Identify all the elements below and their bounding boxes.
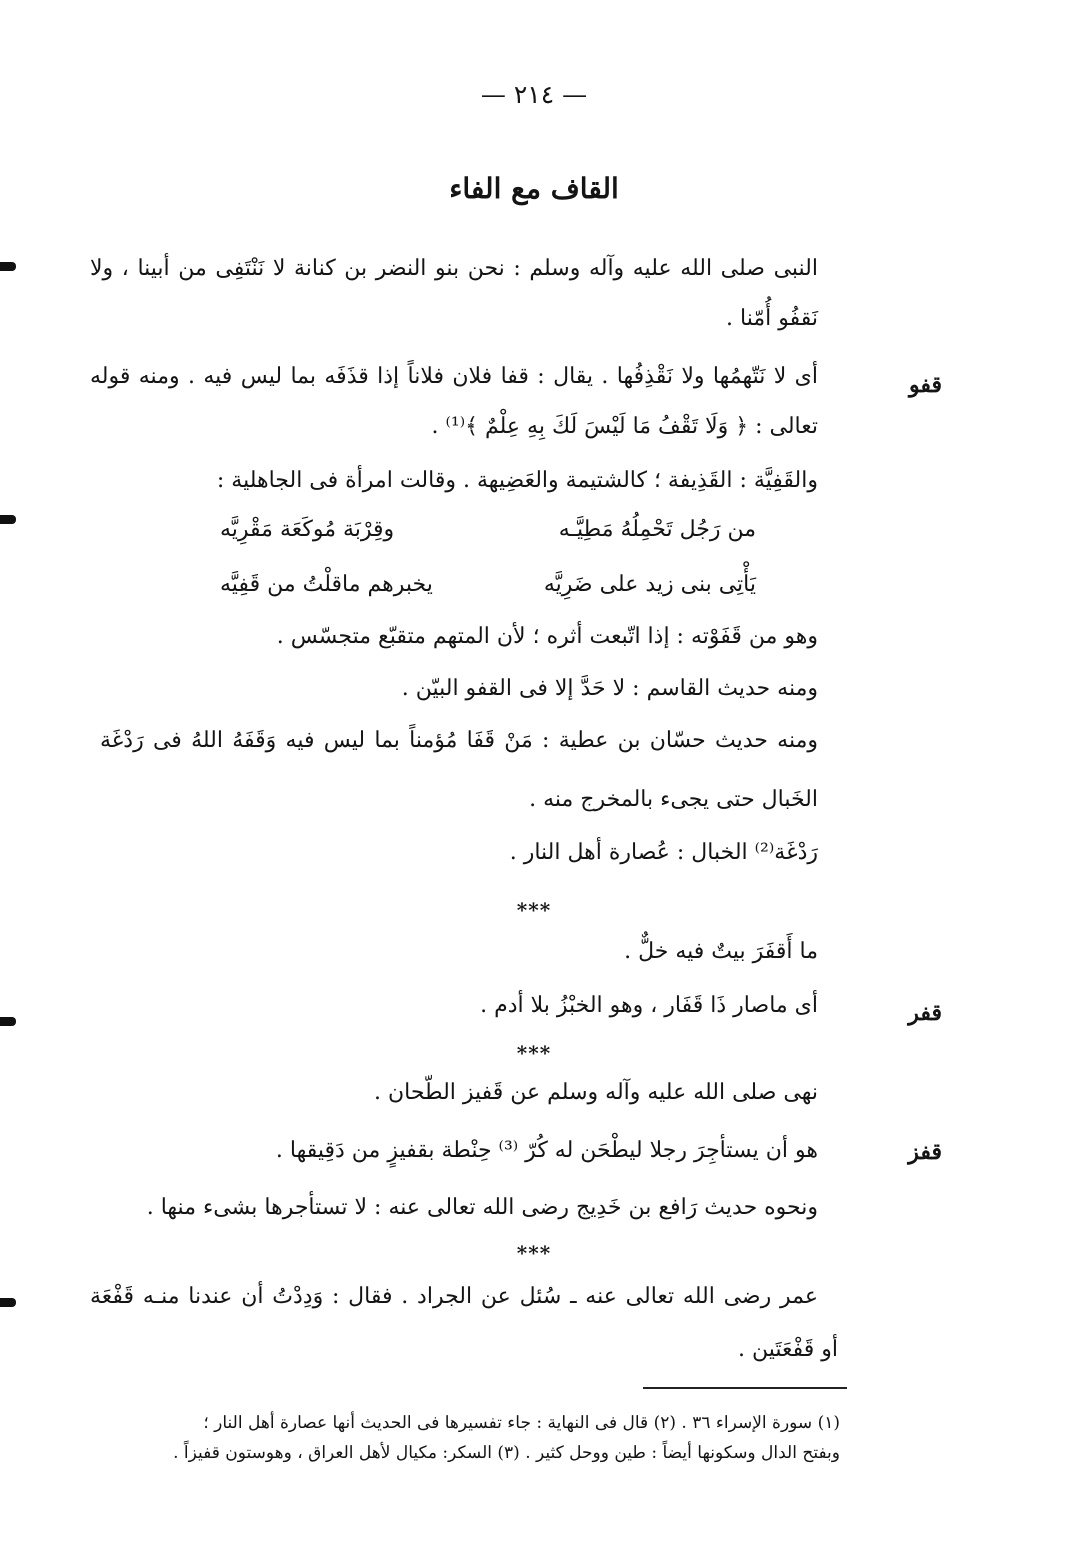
section-separator: ***: [516, 1241, 552, 1265]
text-line: الخَبال حتى يجىء بالمخرج منه .: [529, 787, 818, 812]
text-line: النبى صلى الله عليه وآله وسلم : نحن بنو النضر بن كنانة لا نَنْتَفِى من أبينا ، ولا: [90, 256, 818, 281]
page-number: — ٢١٤ —: [480, 80, 588, 109]
text-line: عمر رضى الله تعالى عنه ـ سُئل عن الجراد . فقال : وَدِدْتُ أن عندنا منـه قَفْعَة: [90, 1284, 818, 1309]
scan-edge-mark: [0, 515, 16, 524]
chapter-title: القاف مع الفاء: [449, 172, 619, 205]
root-word: قفر: [908, 1000, 942, 1026]
text-line: أى لا نَتّهمُها ولا نَقْذِفُها . يقال : قفا فلان فلاناً إذا قذَفَه بما ليس فيه . ومنه قوله: [90, 364, 818, 389]
verse-hemistich: يَأْتِى بنى زيد على ضَرِيَّه: [543, 572, 756, 597]
verse-hemistich: من رَجُل تَحْمِلُهُ مَطِيَّـه: [558, 517, 756, 542]
text-line: نَقفُو أُمّنا .: [726, 306, 818, 331]
section-separator: ***: [516, 898, 552, 922]
footnote-line: وبفتح الدال وسكونها أيضاً : طين ووحل كثير . (٣) السكر: مكيال لأهل العراق ، وهوستون قفيزاً .: [173, 1443, 840, 1463]
root-word: قفز: [908, 1139, 942, 1165]
root-word: قفو: [908, 372, 942, 398]
text-line: ومنه حديث القاسم : لا حَدَّ إلا فى القفو البيّن .: [401, 676, 818, 701]
text-line: أى ماصار ذَا قَفَار ، وهو الخبْزُ بلا أدم .: [480, 993, 818, 1018]
text-line: أو قَفْعَتَين .: [738, 1337, 838, 1362]
verse-hemistich: وقِرْبَة مُوكَعَة مَقْرِيَّه: [220, 517, 395, 542]
text-line: ما أَقفَرَ بيتٌ فيه خلٌّ .: [624, 939, 818, 964]
text-line: وهو من قَفَوْته : إذا اتّبعت أثره ؛ لأن المتهم متقبّع متجسّس .: [276, 624, 818, 649]
verse-hemistich: يخبرهم ماقلْتُ من قَفِيَّه: [220, 572, 433, 597]
scan-edge-mark: [0, 1017, 16, 1026]
scan-edge-mark: [0, 262, 16, 271]
text-line: ومنه حديث حسّان بن عطية : مَنْ قَفَا مُؤمناً بما ليس فيه وَقَفَهُ اللهُ فى رَدْغَة: [100, 728, 818, 753]
scan-edge-mark: [0, 1298, 16, 1307]
text-line: والقَفِيَّة : القَذِيفة ؛ كالشتيمة والعَضِيهة . وقالت امرأة فى الجاهلية :: [216, 468, 818, 493]
text-line: هو أن يستأجِرَ رجلا ليطْحَن له كُرّ ⁽³⁾ حِنْطة بقفيزٍ من دَقِيقها .: [275, 1138, 818, 1163]
footnote-line: (١) سورة الإسراء ٣٦ . (٢) قال فى النهاية : جاء تفسيرها فى الحديث أنها عصارة أهل النار ؛: [203, 1413, 840, 1433]
text-line: رَدْغَة⁽²⁾ الخبال : عُصارة أهل النار .: [509, 840, 818, 865]
section-separator: ***: [516, 1041, 552, 1065]
text-line: نهى صلى الله عليه وآله وسلم عن قَفيز الطّحان .: [373, 1080, 818, 1105]
text-line: تعالى : ﴿ وَلَا تَقْفُ مَا لَيْسَ لَكَ بِهِ عِلْمٌ ﴾⁽¹⁾ .: [431, 414, 818, 439]
text-line: ونحوه حديث رَافع بن خَدِيج رضى الله تعالى عنه : لا تستأجرها بشىء منها .: [146, 1195, 818, 1220]
footnote-rule: [643, 1387, 847, 1389]
